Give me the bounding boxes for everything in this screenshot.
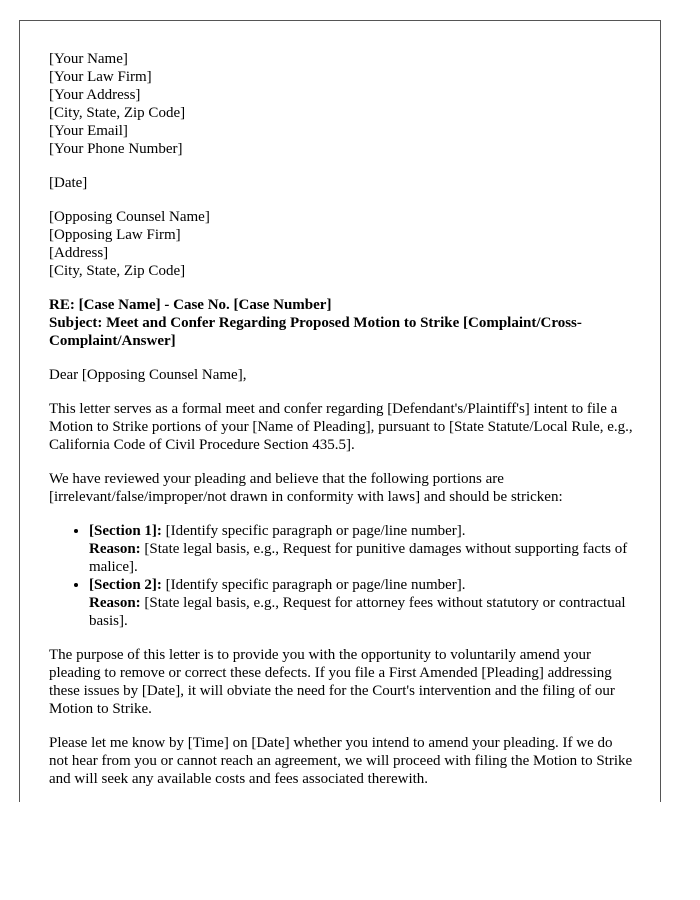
date-block (49, 174, 635, 192)
section-label: [Section 2]: (89, 577, 162, 593)
sender-firm: [Your Law Firm] (49, 69, 152, 85)
sender-city-state-zip: [City, State, Zip Code] (49, 105, 186, 121)
section-text: [Identify specific paragraph or page/line number]. (161, 577, 466, 593)
sender-phone: [Your Phone Number] (49, 141, 183, 157)
recipient-name: [Opposing Counsel Name] (49, 209, 210, 225)
reason-text: [State legal basis, e.g., Request for attorney fees without statutory or contractual basis]. (89, 595, 626, 629)
recipient-block (49, 208, 635, 280)
reason-label: Reason: (89, 595, 141, 611)
recipient-city-state-zip: [City, State, Zip Code] (49, 263, 186, 279)
salutation: Dear [Opposing Counsel Name], (49, 367, 247, 383)
purpose-paragraph: The purpose of this letter is to provide you with the opportunity to voluntarily amend your pleading to remove or correct these defects. If you file a First Amended [Pleading] addressing these issues by [Date], it will obviate the need for the Court's intervention and the filing of our Motion to Strike. (49, 647, 615, 717)
letter-content (49, 50, 635, 802)
intro-paragraph: This letter serves as a formal meet and confer regarding [Defendant's/Plaintiff's] intent to file a Motion to Strike portions of your [Name of Pleading], pursuant to [State Statute/Local Rule, e.g., California Code of Civil Procedure Section 435.5]. (49, 401, 633, 453)
recipient-address: [Address] (49, 245, 109, 261)
subject-block (49, 296, 635, 350)
reason-text: [State legal basis, e.g., Request for punitive damages without supporting facts of malice]. (89, 541, 628, 575)
recipient-firm: [Opposing Law Firm] (49, 227, 181, 243)
sender-address: [Your Address] (49, 87, 141, 103)
list-item (89, 522, 635, 576)
section-label: [Section 1]: (89, 523, 162, 539)
letter-page (19, 20, 661, 802)
sender-block (49, 50, 635, 158)
closing-paragraph: Please let me know by [Time] on [Date] whether you intend to amend your pleading. If we do not hear from you or cannot reach an agreement, we will proceed with filing the Motion to Strike and will seek any available costs and fees associated therewith. (49, 735, 633, 787)
portions-list (49, 522, 635, 630)
reason-label: Reason: (89, 541, 141, 557)
review-paragraph: We have reviewed your pleading and believe that the following portions are [irrelevant/false/improper/not drawn in conformity with laws] and should be stricken: (49, 471, 563, 505)
subject-line: Subject: Meet and Confer Regarding Proposed Motion to Strike [Complaint/Cross-Complaint/Answer] (49, 315, 582, 349)
sender-email: [Your Email] (49, 123, 128, 139)
section-text: [Identify specific paragraph or page/line number]. (161, 523, 466, 539)
sender-name: [Your Name] (49, 51, 128, 67)
letter-date: [Date] (49, 175, 88, 191)
re-line: RE: [Case Name] - Case No. [Case Number] (49, 297, 332, 313)
list-item (89, 576, 635, 630)
